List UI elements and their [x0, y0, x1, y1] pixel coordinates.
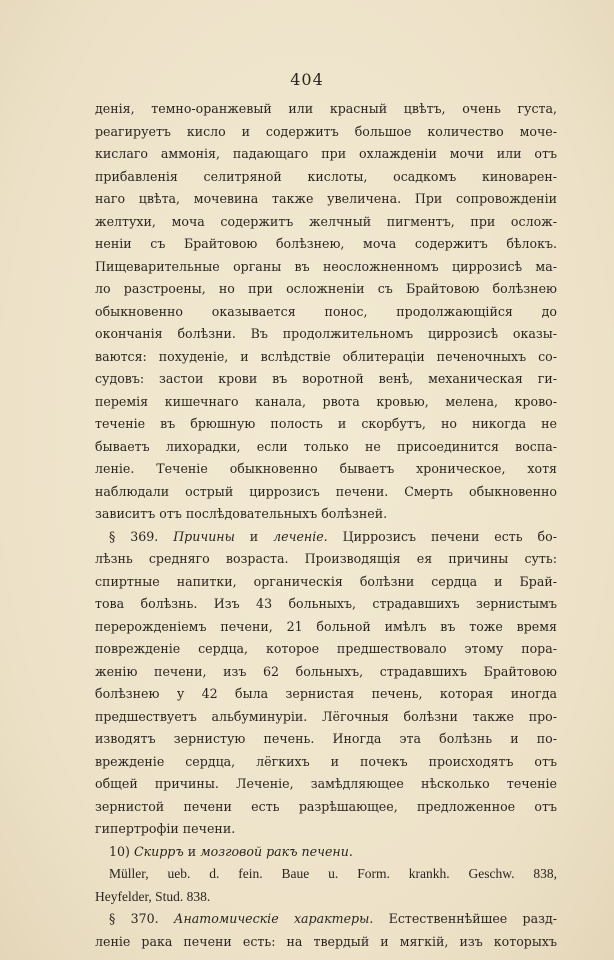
text-line: спиртные напитки, органическія болѣзни сердца и Брай- [95, 573, 557, 589]
conjunction: и [187, 843, 197, 859]
text-segment: Циррозисъ печени есть бо- [342, 528, 557, 544]
text-line: желтухи, моча содержитъ желчный пигментъ, при ослож- [95, 213, 557, 229]
text-line: това болѣзнь. Изъ 43 больныхъ, страдавшихъ зернистымъ [95, 596, 557, 611]
text-line: наго цвѣта, мочевина также увеличена. При сопровожденіи [95, 191, 557, 206]
text-line: денія, темно-оранжевый или красный цвѣтъ, очень густа, [95, 101, 557, 116]
section-number: § 370. [109, 911, 159, 926]
text-line: женію печени, изъ 62 больныхъ, страдавшихъ Брайтовою [95, 663, 557, 679]
section-370 [95, 908, 557, 953]
text-line: теченіе въ брюшную полость и скорбутъ, но никогда не [95, 416, 557, 431]
subheading-title: мозговой ракъ печени. [200, 843, 353, 859]
reference-line: Heyfelder, Stud. 838. [95, 888, 211, 904]
text-line: изводятъ зернистую печень. Иногда эта болѣзнь и по- [95, 731, 557, 746]
subheading-number: 10) [109, 843, 130, 859]
page-number: 404 [290, 70, 324, 89]
subheading-10 [95, 841, 557, 864]
text-line: гипертрофіи печени. [95, 821, 236, 836]
text-line: перемія кишечнаго канала, рвота кровью, мелена, крово- [95, 393, 557, 409]
section-title: леченіе. [273, 528, 328, 544]
section-number: § 369. [109, 528, 159, 544]
text-line: судовъ: застои крови въ воротной венѣ, механическая ги- [95, 371, 557, 386]
text-line: прибавленія селитряной кислоты, осадкомъ киноварен- [95, 168, 557, 184]
section-title: Причины [173, 528, 235, 544]
page-text [95, 98, 557, 953]
text-segment: Естественнѣйшее разд- [388, 911, 557, 926]
text-line: Пищеварительные органы въ неосложненномъ циррозисѣ ма- [95, 258, 557, 274]
text-line: леніе. Теченіе обыкновенно бываетъ хроническое, хотя [95, 461, 557, 476]
text-line: зависитъ отъ послѣдовательныхъ болѣзней. [95, 506, 388, 521]
paragraph-continuation [95, 98, 557, 526]
text-line: ваются: похуденіе, и вслѣдствіе облитераціи печеночныхъ со- [95, 348, 557, 364]
text-line: окончанія болѣзни. Въ продолжительномъ циррозисѣ оказы- [95, 326, 557, 341]
text-line: перерожденіемъ печени, 21 больной имѣлъ въ тоже время [95, 618, 557, 634]
section-369 [95, 526, 557, 841]
section-title: Анатомическіе характеры. [173, 911, 374, 926]
text-line: предшествуетъ альбуминуріи. Лёгочныя болѣзни также про- [95, 708, 557, 724]
text-line: поврежденіе сердца, которое предшествовало этому пора- [95, 641, 557, 656]
reference-line: Müller, ueb. d. fein. Baue u. Form. krankh. Geschw. 838, [109, 866, 557, 881]
section-heading-line [95, 526, 557, 549]
text-line: болѣзнею у 42 была зернистая печень, которая иногда [95, 686, 557, 701]
section-heading-line [95, 908, 557, 931]
text-line: бываетъ лихорадки, если только не присоединится воспа- [95, 438, 557, 454]
text-line: общей причины. Леченіе, замѣдляющее нѣсколько теченіе [95, 776, 557, 791]
text-line: лѣзнь средняго возраста. Производящія ея причины суть: [95, 551, 557, 566]
text-line: леніе рака печени есть: на твердый и мягкій, изъ которыхъ [95, 933, 557, 949]
references [95, 863, 557, 908]
text-line: реагируетъ кисло и содержитъ большое количество моче- [95, 123, 557, 139]
text-line: обыкновенно оказывается понос, продолжающійся до [95, 303, 557, 319]
text-line: неніи съ Брайтовою болѣзнею, моча содержитъ бѣлокъ. [95, 236, 557, 251]
conjunction: и [249, 528, 259, 544]
text-line: кислаго аммонія, падающаго при охлажденіи мочи или отъ [95, 146, 557, 161]
text-line: ло разстроены, но при осложненіи съ Брайтовою болѣзнею [95, 281, 557, 296]
text-line: зернистой печени есть разрѣшающее, предложенное отъ [95, 798, 557, 814]
text-line: врежденіе сердца, лёгкихъ и почекъ происходятъ отъ [95, 753, 557, 769]
subheading-title: Скирръ [133, 843, 184, 859]
text-line: наблюдали острый циррозисъ печени. Смерть обыкновенно [95, 483, 557, 499]
